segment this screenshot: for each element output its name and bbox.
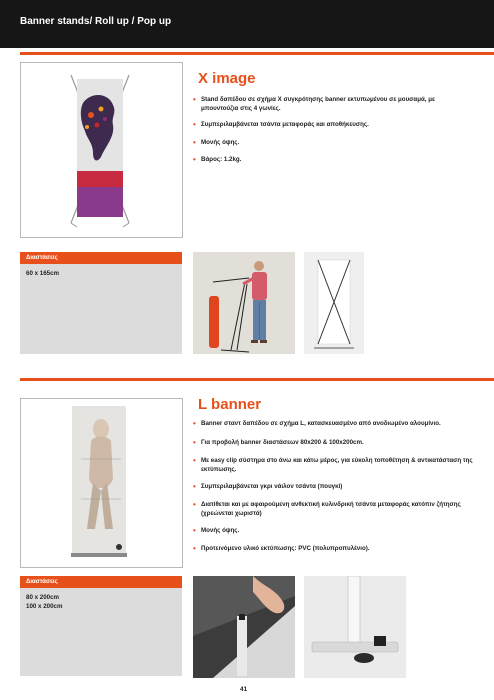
- assembly-photo: [193, 252, 295, 354]
- section-title-l-banner: L banner: [198, 396, 262, 413]
- hand-clipping-banner-image: [193, 576, 295, 678]
- stand-base-photo: [304, 576, 406, 678]
- feature-item: • Μονής όψης.: [193, 527, 478, 536]
- section-title-x-image: X image: [198, 70, 256, 87]
- dimensions-header: Διαστάσεις: [20, 576, 182, 588]
- person-assembling-stand-image: [193, 252, 295, 354]
- dimension-value: 100 x 200cm: [26, 602, 63, 610]
- x-stand-frame-image: [304, 252, 364, 354]
- dimensions-box: [20, 264, 182, 354]
- header-title: Banner stands/ Roll up / Pop up: [20, 16, 172, 27]
- page-number: 41: [240, 686, 248, 693]
- l-banner-product-photo: [20, 398, 183, 568]
- feature-item: • Μονής όψης.: [193, 139, 463, 148]
- x-image-stand-illustration: [21, 63, 182, 237]
- l-banner-stand-illustration: [21, 399, 182, 567]
- feature-item: • Stand δαπέδου σε σχήμα Χ συγκρότησης banner εκτυπωμένου σε μουσαμά, με μπουντούζια στις 4 γωνίες.: [193, 96, 463, 113]
- feature-item: • Banner σταντ δαπέδου σε σχήμα L, κατασκευασμένο από ανοδιωμένο αλουμίνιο.: [193, 420, 478, 429]
- feature-item: • Διατίθεται και με αφαιρούμενη ανθεκτική κυλινδρική τσάντα μεταφοράς κατόπιν ζήτησης (χρεώνεται χωριστά): [193, 501, 478, 518]
- section-divider: [20, 378, 494, 381]
- feature-item: • Συμπεριλαμβάνεται γκρι νάιλον τσάντα (πουγκί): [193, 483, 478, 492]
- section-divider: [20, 52, 494, 55]
- l-banner-feature-list: [193, 420, 478, 553]
- dimension-value: 60 x 165cm: [26, 270, 60, 277]
- feature-item: • Βάρος: 1.2kg.: [193, 156, 463, 165]
- stand-base-image: [304, 576, 406, 678]
- page-header: [0, 0, 494, 48]
- x-image-feature-list: [193, 96, 463, 165]
- dimension-value: 80 x 200cm: [26, 594, 60, 601]
- x-image-product-photo: [20, 62, 183, 238]
- dimensions-box: [20, 588, 182, 676]
- feature-item: • Προτεινόμενο υλικό εκτύπωσης: PVC (πολυπροπυλένιο).: [193, 545, 478, 554]
- x-stand-frame-photo: [304, 252, 364, 354]
- feature-item: • Συμπεριλαμβάνεται τσάντα μεταφοράς και αποθήκευσης.: [193, 121, 463, 130]
- feature-item: • Για προβολή banner διαστάσεων 80x200 & 100x200cm.: [193, 439, 478, 448]
- easy-clip-photo: [193, 576, 295, 678]
- dimensions-header: Διαστάσεις: [20, 252, 182, 264]
- feature-item: • Με easy clip σύστημα στο άνω και κάτω μέρος, για εύκολη τοποθέτηση & αντικατάσταση της εκτύπωσης.: [193, 457, 478, 474]
